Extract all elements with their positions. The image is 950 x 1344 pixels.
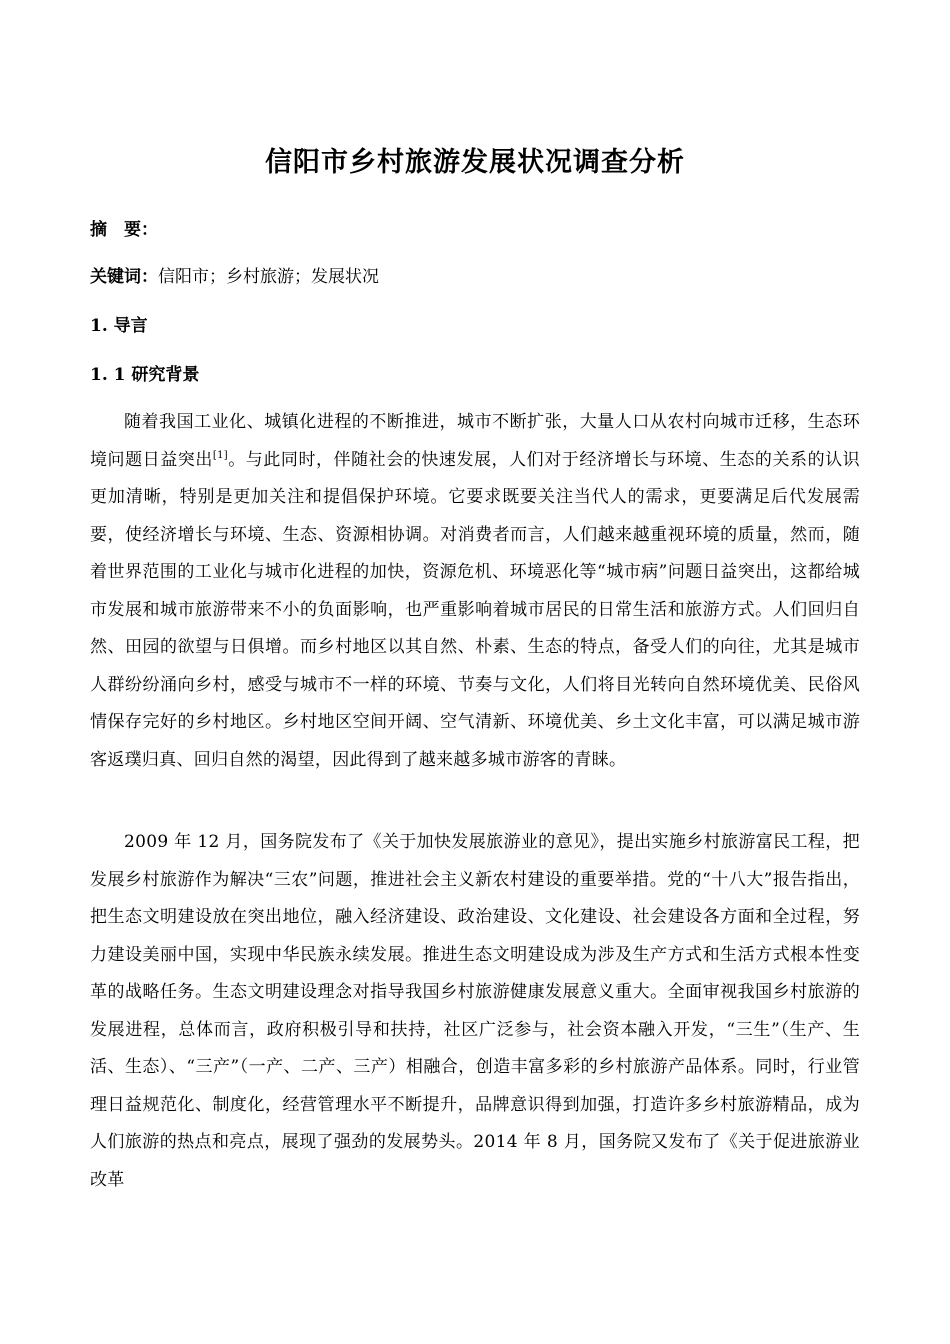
abstract-label: 摘 要： bbox=[90, 220, 158, 240]
keywords-value: 信阳市；乡村旅游；发展状况 bbox=[158, 267, 379, 287]
body-paragraph-2: 2009 年 12 月，国务院发布了《关于加快发展旅游业的意见》，提出实施乡村旅游富民工程，把发展乡村旅游作为解决“三农”问题，推进社会主义新农村建设的重要举措。党的“十八大”报告指出，把生态文明建设放在突出地位，融入经济建设、政治建设、文化建设、社会建设各方面和全过程，努力建设美丽中国，实现中华民族永续发展。推进生态文明建设成为涉及生产方式和生活方式根本性变革的战略任务。生态文明建设理念对指导我国乡村旅游健康发展意义重大。全面审视我国乡村旅游的发展进程，总体而言，政府积极引导和扶持，社区广泛参与，社会资本融入开发，“三生”（生产、生活、生态）、“三产”（一产、二产、三产）相融合，创造丰富多彩的乡村旅游产品体系。同时，行业管理日益规范化、制度化，经营管理水平不断提升，品牌意识得到加强，打造许多乡村旅游精品，成为人们旅游的热点和亮点，展现了强劲的发展势头。2014 年 8 月，国务院又发布了《关于促进旅游业改革 bbox=[90, 832, 860, 1190]
keywords-line bbox=[90, 264, 379, 290]
keywords-label: 关键词： bbox=[90, 267, 158, 287]
paragraph-1-text-a: 随着我国工业化、城镇化进程的不断推进，城市不断扩张，大量人口从农村向城市迁移，生态环境问题日益突出 bbox=[90, 412, 860, 470]
citation-ref-1: [1] bbox=[212, 449, 228, 461]
paragraph-1-text-b: 。与此同时，伴随社会的快速发展，人们对于经济增长与环境、生态的关系的认识更加清晰，特别是更加关注和提倡保护环境。它要求既要关注当代人的需求，更要满足后代发展需要，使经济增长与环境、生态、资源相协调。对消费者而言，人们越来越重视环境的质量，然而，随着世界范围的工业化与城市化进程的加快，资源危机、环境恶化等“城市病”问题日益突出，这都给城市发展和城市旅游带来不小的负面影响，也严重影响着城市居民的日常生活和旅游方式。人们回归自然、田园的欲望与日俱增。而乡村地区以其自然、朴素、生态的特点，备受人们的向往，尤其是城市人群纷纷涌向乡村，感受与城市不一样的环境、节奏与文化，人们将目光转向自然环境优美、民俗风情保存完好的乡村地区。乡村地区空间开阔、空气清新、环境优美、乡土文化丰富，可以满足城市游客返璞归真、回归自然的渴望，因此得到了越来越多城市游客的青睐。 bbox=[90, 449, 860, 770]
document-title: 信阳市乡村旅游发展状况调查分析 bbox=[265, 147, 685, 178]
body-paragraph-1 bbox=[90, 404, 860, 779]
section-heading-1: 1. 导言 bbox=[90, 316, 148, 336]
section-heading-1-1: 1. 1 研究背景 bbox=[90, 365, 200, 385]
